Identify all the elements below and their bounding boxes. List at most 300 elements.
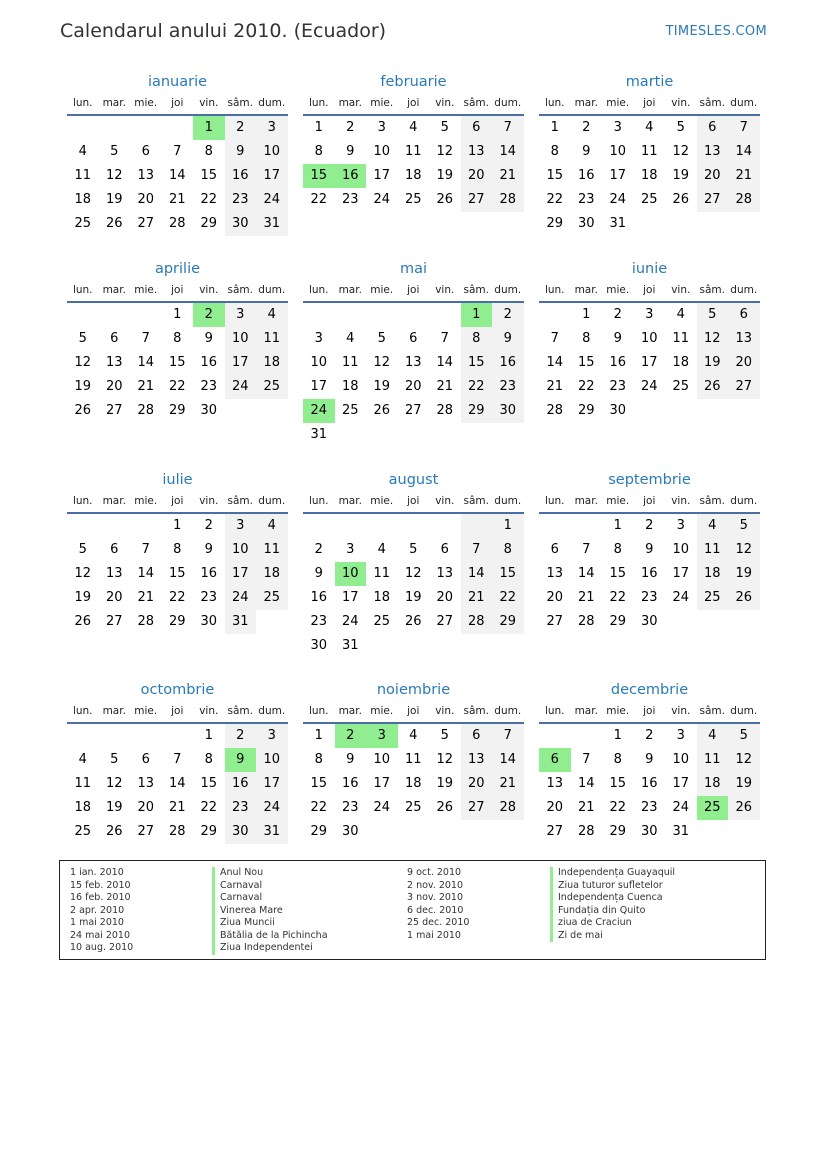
- day-cell: 7: [461, 538, 493, 562]
- day-cell: 7: [582, 542, 591, 557]
- week-row: [67, 212, 288, 236]
- empty-cell: [492, 423, 524, 447]
- day-cell: 2: [582, 120, 591, 135]
- empty-cell: [67, 724, 99, 748]
- day-cell: 9: [582, 144, 591, 159]
- day-cell: 31: [256, 820, 288, 844]
- weekday-label: lun.: [308, 284, 329, 296]
- week-row: [303, 423, 524, 447]
- day-cell: 2: [225, 724, 257, 748]
- weekday-label: joi: [171, 705, 184, 717]
- day-cell: 1: [550, 120, 559, 135]
- day-cell: 22: [200, 800, 218, 815]
- week-row: [67, 562, 288, 586]
- weekday-label: mie.: [370, 495, 394, 507]
- week-row: [539, 586, 760, 610]
- month-name: octombrie: [140, 682, 215, 698]
- week-row: [303, 772, 524, 796]
- weekday-label: sâm.: [699, 97, 725, 109]
- month-name: decembrie: [610, 682, 689, 698]
- day-cell: 26: [697, 375, 729, 399]
- day-cell: 9: [225, 140, 257, 164]
- weekday-label: mie.: [370, 284, 394, 296]
- day-cell: 7: [582, 752, 591, 767]
- empty-cell: [697, 610, 729, 634]
- weekday-label: sâm.: [463, 705, 489, 717]
- week-row: [303, 586, 524, 610]
- weekday-label: vin.: [435, 97, 455, 109]
- day-cell: 31: [672, 824, 690, 839]
- month-iunie: [539, 259, 760, 423]
- day-cell: 29: [200, 216, 218, 231]
- day-cell: 25: [341, 403, 359, 418]
- weekday-header: [67, 490, 288, 514]
- day-cell: 11: [341, 355, 359, 370]
- month-name: iunie: [631, 261, 668, 277]
- day-cell: 30: [640, 824, 658, 839]
- day-cell: 28: [577, 824, 595, 839]
- empty-cell: [335, 423, 367, 447]
- day-cell: 1: [314, 728, 323, 743]
- day-cell: 2: [204, 518, 213, 533]
- day-cell: 24: [640, 379, 658, 394]
- page-title: Calendarul anului 2010. (Ecuador): [60, 20, 387, 42]
- day-cell: 26: [436, 192, 454, 207]
- empty-cell: [665, 399, 697, 423]
- day-cell: 2: [492, 303, 524, 327]
- day-cell: 6: [141, 752, 150, 767]
- weekday-header: [303, 279, 524, 303]
- weekday-label: mie.: [134, 284, 158, 296]
- day-cell: 19: [436, 776, 454, 791]
- legend-entry: ziua de Craciun: [550, 917, 675, 930]
- day-cell: 3: [256, 724, 288, 748]
- legend-entry: Carnaval: [212, 880, 328, 893]
- weekday-header: [67, 279, 288, 303]
- day-cell: 20: [436, 590, 454, 605]
- weekday-label: sâm.: [463, 284, 489, 296]
- day-cell: 25: [697, 586, 729, 610]
- month-name: mai: [399, 261, 428, 277]
- day-cell: 1: [173, 307, 182, 322]
- empty-cell: [728, 399, 760, 423]
- legend-entry: Ziua tuturor sufletelor: [550, 880, 675, 893]
- legend-entry: 9 oct. 2010: [407, 867, 462, 878]
- day-cell: 13: [697, 140, 729, 164]
- week-row: [539, 772, 760, 796]
- holiday-day: 1: [461, 303, 493, 327]
- legend-left-dates: [70, 867, 133, 955]
- day-cell: 11: [74, 776, 92, 791]
- empty-cell: [256, 610, 288, 634]
- day-cell: 15: [546, 168, 564, 183]
- day-cell: 8: [204, 144, 213, 159]
- weekday-label: joi: [407, 284, 420, 296]
- day-cell: 25: [373, 614, 391, 629]
- day-cell: 15: [168, 355, 186, 370]
- empty-cell: [335, 303, 367, 327]
- month-name: februarie: [380, 74, 447, 90]
- day-cell: 30: [577, 216, 595, 231]
- day-cell: 29: [609, 824, 627, 839]
- day-cell: 10: [225, 327, 257, 351]
- legend-left-names: [212, 867, 328, 955]
- empty-cell: [366, 634, 398, 658]
- day-cell: 14: [168, 168, 186, 183]
- empty-cell: [634, 399, 666, 423]
- day-cell: 14: [137, 355, 155, 370]
- week-row: [67, 399, 288, 423]
- day-cell: 12: [436, 752, 454, 767]
- day-cell: 5: [440, 728, 449, 743]
- empty-cell: [429, 303, 461, 327]
- day-cell: 28: [168, 824, 186, 839]
- day-cell: 16: [225, 772, 257, 796]
- week-row: [539, 820, 760, 844]
- month-noiembrie: [303, 680, 524, 844]
- week-row: [303, 634, 524, 658]
- weekday-label: dum.: [494, 705, 522, 717]
- weekday-label: mie.: [606, 284, 630, 296]
- day-cell: 14: [492, 140, 524, 164]
- day-cell: 27: [404, 403, 422, 418]
- weekday-label: joi: [407, 495, 420, 507]
- empty-cell: [492, 820, 524, 844]
- week-row: [303, 116, 524, 140]
- week-row: [539, 116, 760, 140]
- day-cell: 12: [404, 566, 422, 581]
- week-row: [67, 375, 288, 399]
- day-cell: 15: [310, 776, 328, 791]
- week-row: [539, 562, 760, 586]
- week-row: [539, 375, 760, 399]
- day-cell: 29: [200, 824, 218, 839]
- day-cell: 7: [141, 331, 150, 346]
- day-cell: 8: [461, 327, 493, 351]
- week-row: [67, 164, 288, 188]
- day-cell: 17: [672, 566, 690, 581]
- empty-cell: [728, 610, 760, 634]
- day-cell: 28: [137, 403, 155, 418]
- day-cell: 21: [492, 772, 524, 796]
- week-row: [67, 303, 288, 327]
- weekday-label: sâm.: [227, 705, 253, 717]
- day-cell: 31: [609, 216, 627, 231]
- day-cell: 31: [310, 427, 328, 442]
- empty-cell: [130, 514, 162, 538]
- day-cell: 27: [105, 614, 123, 629]
- day-cell: 26: [404, 614, 422, 629]
- weekday-label: lun.: [72, 495, 93, 507]
- legend-entry: 1 mai 2010: [70, 917, 124, 928]
- week-row: [303, 303, 524, 327]
- weekday-label: lun.: [308, 705, 329, 717]
- day-cell: 14: [577, 566, 595, 581]
- empty-cell: [398, 820, 430, 844]
- week-row: [67, 116, 288, 140]
- day-cell: 8: [492, 538, 524, 562]
- empty-cell: [67, 303, 99, 327]
- weekday-header: [67, 92, 288, 116]
- empty-cell: [728, 820, 760, 844]
- day-cell: 22: [492, 586, 524, 610]
- day-cell: 10: [256, 140, 288, 164]
- day-cell: 24: [609, 192, 627, 207]
- week-row: [303, 724, 524, 748]
- day-cell: 26: [728, 796, 760, 820]
- day-cell: 7: [141, 542, 150, 557]
- week-row: [539, 164, 760, 188]
- day-cell: 18: [74, 800, 92, 815]
- holiday-day: 6: [539, 748, 571, 772]
- legend-entry: 1 ian. 2010: [70, 867, 124, 878]
- day-cell: 12: [74, 566, 92, 581]
- empty-cell: [398, 303, 430, 327]
- month-name: martie: [625, 74, 674, 90]
- legend-right-dates: [407, 867, 469, 942]
- month-decembrie: [539, 680, 760, 844]
- day-cell: 31: [341, 638, 359, 653]
- day-cell: 15: [609, 566, 627, 581]
- day-cell: 21: [728, 164, 760, 188]
- day-cell: 20: [105, 379, 123, 394]
- day-cell: 12: [672, 144, 690, 159]
- week-row: [539, 327, 760, 351]
- day-cell: 20: [105, 590, 123, 605]
- day-cell: 5: [78, 542, 87, 557]
- holiday-day: 3: [366, 724, 398, 748]
- empty-cell: [571, 514, 603, 538]
- day-cell: 16: [225, 164, 257, 188]
- empty-cell: [366, 423, 398, 447]
- day-cell: 20: [697, 164, 729, 188]
- day-cell: 2: [314, 542, 323, 557]
- day-cell: 3: [613, 120, 622, 135]
- day-cell: 15: [492, 562, 524, 586]
- day-cell: 15: [200, 776, 218, 791]
- day-cell: 27: [461, 796, 493, 820]
- day-cell: 4: [697, 724, 729, 748]
- weekday-label: mar.: [574, 97, 598, 109]
- day-cell: 1: [314, 120, 323, 135]
- weekday-header: [539, 490, 760, 514]
- day-cell: 15: [577, 355, 595, 370]
- empty-cell: [429, 634, 461, 658]
- day-cell: 6: [141, 144, 150, 159]
- weekday-label: mie.: [134, 495, 158, 507]
- weekday-label: mar.: [102, 284, 126, 296]
- day-cell: 5: [409, 542, 418, 557]
- day-cell: 18: [404, 776, 422, 791]
- day-cell: 29: [310, 824, 328, 839]
- day-cell: 3: [346, 542, 355, 557]
- legend-entry: 24 mai 2010: [70, 929, 131, 941]
- legend-entry: Anul Nou: [212, 867, 328, 880]
- day-cell: 3: [645, 307, 654, 322]
- week-row: [303, 538, 524, 562]
- day-cell: 18: [697, 772, 729, 796]
- day-cell: 11: [404, 752, 422, 767]
- weekday-label: sâm.: [699, 284, 725, 296]
- weekday-label: vin.: [199, 705, 219, 717]
- day-cell: 24: [373, 800, 391, 815]
- empty-cell: [429, 423, 461, 447]
- day-cell: 4: [256, 514, 288, 538]
- holiday-legend: [59, 860, 766, 960]
- day-cell: 26: [74, 403, 92, 418]
- week-row: [539, 399, 760, 423]
- weekday-label: joi: [171, 495, 184, 507]
- week-row: [67, 796, 288, 820]
- legend-entry: Ziua Muncii: [212, 917, 328, 930]
- empty-cell: [99, 514, 131, 538]
- day-cell: 2: [645, 518, 654, 533]
- day-cell: 27: [546, 824, 564, 839]
- weekday-label: dum.: [494, 284, 522, 296]
- empty-cell: [162, 724, 194, 748]
- day-cell: 29: [577, 403, 595, 418]
- day-cell: 10: [373, 144, 391, 159]
- day-cell: 17: [640, 355, 658, 370]
- week-row: [67, 140, 288, 164]
- weekday-label: vin.: [435, 284, 455, 296]
- day-cell: 5: [377, 331, 386, 346]
- weekday-label: dum.: [494, 97, 522, 109]
- weekday-label: joi: [171, 97, 184, 109]
- day-cell: 22: [310, 192, 328, 207]
- day-cell: 4: [377, 542, 386, 557]
- empty-cell: [130, 303, 162, 327]
- day-cell: 4: [78, 144, 87, 159]
- day-cell: 12: [728, 748, 760, 772]
- day-cell: 11: [373, 566, 391, 581]
- day-cell: 21: [168, 800, 186, 815]
- day-cell: 16: [200, 566, 218, 581]
- empty-cell: [461, 514, 493, 538]
- day-cell: 28: [492, 796, 524, 820]
- weekday-label: lun.: [72, 284, 93, 296]
- empty-cell: [303, 514, 335, 538]
- week-row: [67, 748, 288, 772]
- day-cell: 8: [613, 752, 622, 767]
- day-cell: 21: [461, 586, 493, 610]
- day-cell: 25: [74, 216, 92, 231]
- day-cell: 3: [225, 303, 257, 327]
- day-cell: 21: [137, 590, 155, 605]
- legend-entry: 3 nov. 2010: [407, 892, 463, 903]
- day-cell: 5: [110, 144, 119, 159]
- day-cell: 23: [341, 800, 359, 815]
- empty-cell: [571, 724, 603, 748]
- month-name: aprilie: [154, 261, 201, 277]
- day-cell: 28: [546, 403, 564, 418]
- day-cell: 18: [672, 355, 690, 370]
- day-cell: 24: [225, 375, 257, 399]
- day-cell: 3: [676, 728, 685, 743]
- empty-cell: [728, 212, 760, 236]
- week-row: [539, 796, 760, 820]
- day-cell: 17: [225, 562, 257, 586]
- weekday-label: lun.: [544, 705, 565, 717]
- day-cell: 12: [697, 327, 729, 351]
- week-row: [539, 748, 760, 772]
- day-cell: 28: [137, 614, 155, 629]
- weekday-label: sâm.: [227, 97, 253, 109]
- empty-cell: [67, 514, 99, 538]
- day-cell: 14: [436, 355, 454, 370]
- day-cell: 2: [645, 728, 654, 743]
- month-name: septembrie: [608, 472, 691, 488]
- day-cell: 27: [105, 403, 123, 418]
- weekday-label: lun.: [308, 97, 329, 109]
- empty-cell: [461, 820, 493, 844]
- empty-cell: [539, 303, 571, 327]
- day-cell: 3: [225, 514, 257, 538]
- week-row: [303, 399, 524, 423]
- day-cell: 20: [546, 590, 564, 605]
- day-cell: 31: [256, 212, 288, 236]
- day-cell: 27: [436, 614, 454, 629]
- day-cell: 24: [225, 586, 257, 610]
- day-cell: 29: [609, 614, 627, 629]
- day-cell: 22: [461, 375, 493, 399]
- day-cell: 23: [492, 375, 524, 399]
- day-cell: 10: [225, 538, 257, 562]
- day-cell: 26: [105, 824, 123, 839]
- day-cell: 20: [546, 800, 564, 815]
- day-cell: 15: [609, 776, 627, 791]
- day-cell: 11: [404, 144, 422, 159]
- day-cell: 4: [697, 514, 729, 538]
- week-row: [67, 820, 288, 844]
- empty-cell: [665, 610, 697, 634]
- day-cell: 8: [173, 542, 182, 557]
- site-link[interactable]: TIMESLES.COM: [665, 24, 767, 39]
- weekday-label: lun.: [308, 495, 329, 507]
- day-cell: 10: [640, 331, 658, 346]
- weekday-label: mie.: [370, 705, 394, 717]
- day-cell: 13: [436, 566, 454, 581]
- day-cell: 19: [74, 379, 92, 394]
- weekday-header: [303, 490, 524, 514]
- day-cell: 30: [225, 820, 257, 844]
- empty-cell: [303, 303, 335, 327]
- empty-cell: [697, 399, 729, 423]
- weekday-label: mar.: [338, 284, 362, 296]
- week-row: [303, 140, 524, 164]
- day-cell: 10: [256, 748, 288, 772]
- weekday-label: mar.: [338, 97, 362, 109]
- day-cell: 16: [609, 355, 627, 370]
- month-name: ianuarie: [147, 74, 208, 90]
- day-cell: 18: [373, 590, 391, 605]
- day-cell: 6: [110, 542, 119, 557]
- day-cell: 19: [74, 590, 92, 605]
- day-cell: 8: [582, 331, 591, 346]
- day-cell: 27: [137, 216, 155, 231]
- day-cell: 25: [640, 192, 658, 207]
- empty-cell: [366, 514, 398, 538]
- weekday-label: vin.: [199, 97, 219, 109]
- day-cell: 23: [341, 192, 359, 207]
- day-cell: 17: [256, 772, 288, 796]
- legend-entry: Independența Cuenca: [550, 892, 675, 905]
- month-septembrie: [539, 470, 760, 634]
- day-cell: 3: [314, 331, 323, 346]
- day-cell: 17: [310, 379, 328, 394]
- day-cell: 9: [645, 542, 654, 557]
- day-cell: 25: [74, 824, 92, 839]
